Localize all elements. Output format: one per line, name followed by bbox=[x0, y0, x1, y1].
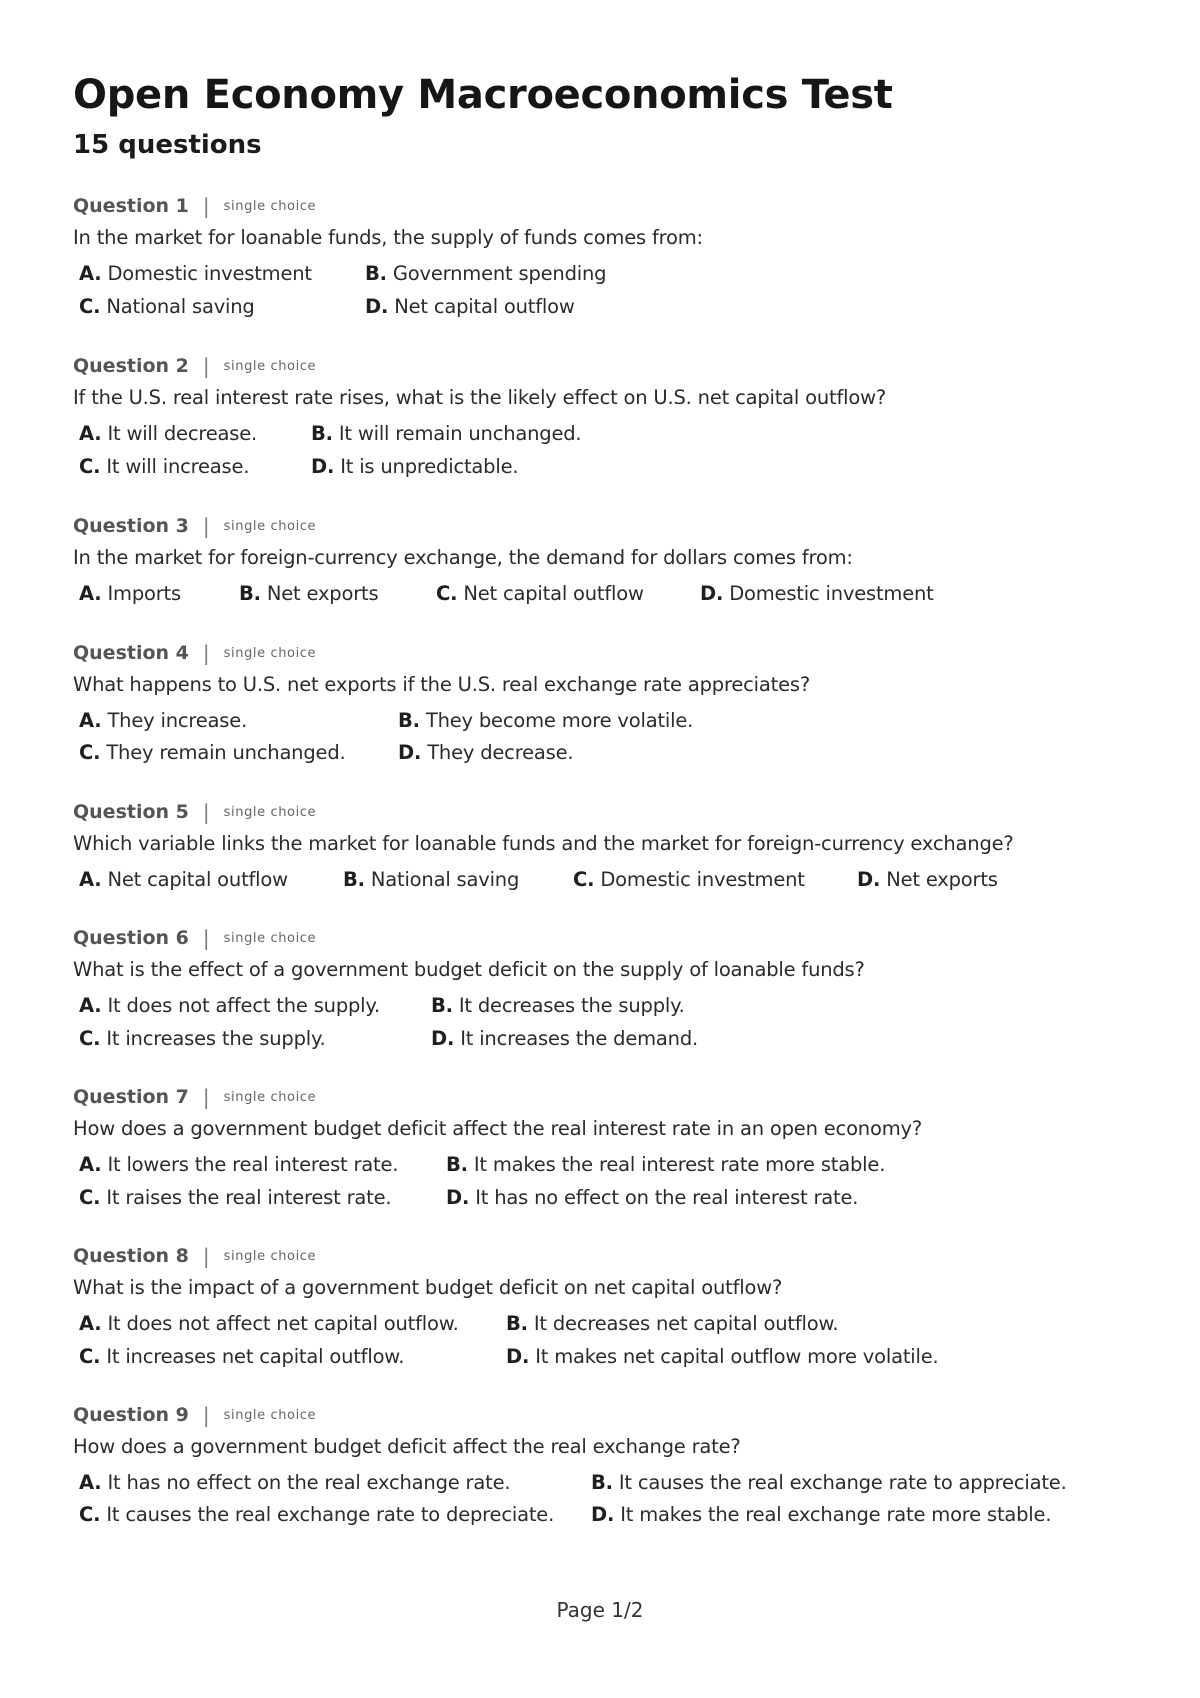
question-label: Question 6 bbox=[73, 927, 189, 949]
option-b[interactable]: B. They become more volatile. bbox=[398, 709, 694, 732]
option-a[interactable]: A. It does not affect the supply. bbox=[79, 994, 380, 1017]
question-type: single choice bbox=[223, 358, 317, 374]
option-a[interactable]: A. It does not affect net capital outflow. bbox=[79, 1312, 459, 1335]
option-c[interactable]: C. It increases net capital outflow. bbox=[79, 1345, 405, 1368]
question-text: How does a government budget deficit affect the real exchange rate? bbox=[73, 1435, 741, 1458]
question-text: What happens to U.S. net exports if the U.S. real exchange rate appreciates? bbox=[73, 673, 810, 696]
question-text: What is the impact of a government budget deficit on net capital outflow? bbox=[73, 1276, 783, 1299]
question-header bbox=[73, 1402, 1133, 1428]
question-label: Question 4 bbox=[73, 642, 189, 664]
separator: | bbox=[202, 926, 210, 950]
separator: | bbox=[202, 1403, 210, 1427]
question-block bbox=[73, 1402, 1133, 1526]
question-header bbox=[73, 1084, 1133, 1110]
question-label: Question 5 bbox=[73, 801, 189, 823]
question-block bbox=[73, 1084, 1133, 1209]
question-header bbox=[73, 193, 1133, 219]
page-number: Page 1/2 bbox=[556, 1598, 644, 1622]
option-b[interactable]: B. Net exports bbox=[239, 582, 379, 605]
question-block bbox=[73, 640, 1133, 764]
question-header bbox=[73, 640, 1133, 666]
option-b[interactable]: B. It causes the real exchange rate to appreciate. bbox=[591, 1471, 1067, 1494]
option-a[interactable]: A. It has no effect on the real exchange rate. bbox=[79, 1471, 511, 1494]
option-d[interactable]: D. They decrease. bbox=[398, 741, 574, 764]
option-c[interactable]: C. National saving bbox=[79, 295, 255, 318]
question-text: If the U.S. real interest rate rises, what is the likely effect on U.S. net capital outflow? bbox=[73, 386, 886, 409]
option-d[interactable]: D. It is unpredictable. bbox=[311, 455, 519, 478]
option-b[interactable]: B. Government spending bbox=[365, 262, 607, 285]
question-type: single choice bbox=[223, 518, 317, 534]
option-a[interactable]: A. Net capital outflow bbox=[79, 868, 288, 891]
option-d[interactable]: D. Net exports bbox=[857, 868, 998, 891]
question-label: Question 1 bbox=[73, 195, 189, 217]
separator: | bbox=[202, 354, 210, 378]
question-count: 15 questions bbox=[73, 130, 262, 160]
option-d[interactable]: D. It makes net capital outflow more volatile. bbox=[506, 1345, 939, 1368]
question-header bbox=[73, 799, 1133, 825]
question-type: single choice bbox=[223, 198, 317, 214]
separator: | bbox=[202, 641, 210, 665]
option-b[interactable]: B. It makes the real interest rate more stable. bbox=[446, 1153, 886, 1176]
separator: | bbox=[202, 1244, 210, 1268]
question-label: Question 9 bbox=[73, 1404, 189, 1426]
option-c[interactable]: C. It will increase. bbox=[79, 455, 250, 478]
option-d[interactable]: D. It increases the demand. bbox=[431, 1027, 699, 1050]
option-c[interactable]: C. Net capital outflow bbox=[436, 582, 644, 605]
question-header bbox=[73, 513, 1133, 539]
question-block bbox=[73, 193, 1133, 318]
option-a[interactable]: A. Imports bbox=[79, 582, 181, 605]
question-type: single choice bbox=[223, 1089, 317, 1105]
question-block bbox=[73, 799, 1133, 891]
option-c[interactable]: C. Domestic investment bbox=[573, 868, 805, 891]
separator: | bbox=[202, 800, 210, 824]
question-text: What is the effect of a government budget deficit on the supply of loanable funds? bbox=[73, 958, 865, 981]
question-text: In the market for loanable funds, the supply of funds comes from: bbox=[73, 226, 703, 249]
question-label: Question 7 bbox=[73, 1086, 189, 1108]
question-block bbox=[73, 925, 1133, 1050]
option-d[interactable]: D. Domestic investment bbox=[700, 582, 934, 605]
question-label: Question 3 bbox=[73, 515, 189, 537]
question-label: Question 2 bbox=[73, 355, 189, 377]
question-type: single choice bbox=[223, 930, 317, 946]
question-type: single choice bbox=[223, 645, 317, 661]
question-text: Which variable links the market for loanable funds and the market for foreign-currency exchange? bbox=[73, 832, 1014, 855]
separator: | bbox=[202, 514, 210, 538]
question-header bbox=[73, 925, 1133, 951]
option-c[interactable]: C. It increases the supply. bbox=[79, 1027, 326, 1050]
question-type: single choice bbox=[223, 1248, 317, 1264]
option-a[interactable]: A. They increase. bbox=[79, 709, 248, 732]
option-c[interactable]: C. They remain unchanged. bbox=[79, 741, 346, 764]
option-d[interactable]: D. It makes the real exchange rate more stable. bbox=[591, 1503, 1052, 1526]
option-c[interactable]: C. It causes the real exchange rate to depreciate. bbox=[79, 1503, 555, 1526]
option-a[interactable]: A. It lowers the real interest rate. bbox=[79, 1153, 399, 1176]
separator: | bbox=[202, 1085, 210, 1109]
question-header bbox=[73, 1243, 1133, 1269]
separator: | bbox=[202, 194, 210, 218]
option-a[interactable]: A. It will decrease. bbox=[79, 422, 258, 445]
option-b[interactable]: B. It decreases net capital outflow. bbox=[506, 1312, 839, 1335]
page-title: Open Economy Macroeconomics Test bbox=[73, 72, 893, 118]
option-b[interactable]: B. National saving bbox=[343, 868, 520, 891]
question-text: In the market for foreign-currency exchange, the demand for dollars comes from: bbox=[73, 546, 853, 569]
option-d[interactable]: D. Net capital outflow bbox=[365, 295, 575, 318]
question-header bbox=[73, 353, 1133, 379]
question-type: single choice bbox=[223, 804, 317, 820]
question-text: How does a government budget deficit affect the real interest rate in an open economy? bbox=[73, 1117, 922, 1140]
question-block bbox=[73, 1243, 1133, 1368]
option-b[interactable]: B. It decreases the supply. bbox=[431, 994, 685, 1017]
question-block bbox=[73, 353, 1133, 478]
option-c[interactable]: C. It raises the real interest rate. bbox=[79, 1186, 392, 1209]
question-type: single choice bbox=[223, 1407, 317, 1423]
option-a[interactable]: A. Domestic investment bbox=[79, 262, 312, 285]
option-d[interactable]: D. It has no effect on the real interest rate. bbox=[446, 1186, 859, 1209]
option-b[interactable]: B. It will remain unchanged. bbox=[311, 422, 582, 445]
question-block bbox=[73, 513, 1133, 605]
question-label: Question 8 bbox=[73, 1245, 189, 1267]
